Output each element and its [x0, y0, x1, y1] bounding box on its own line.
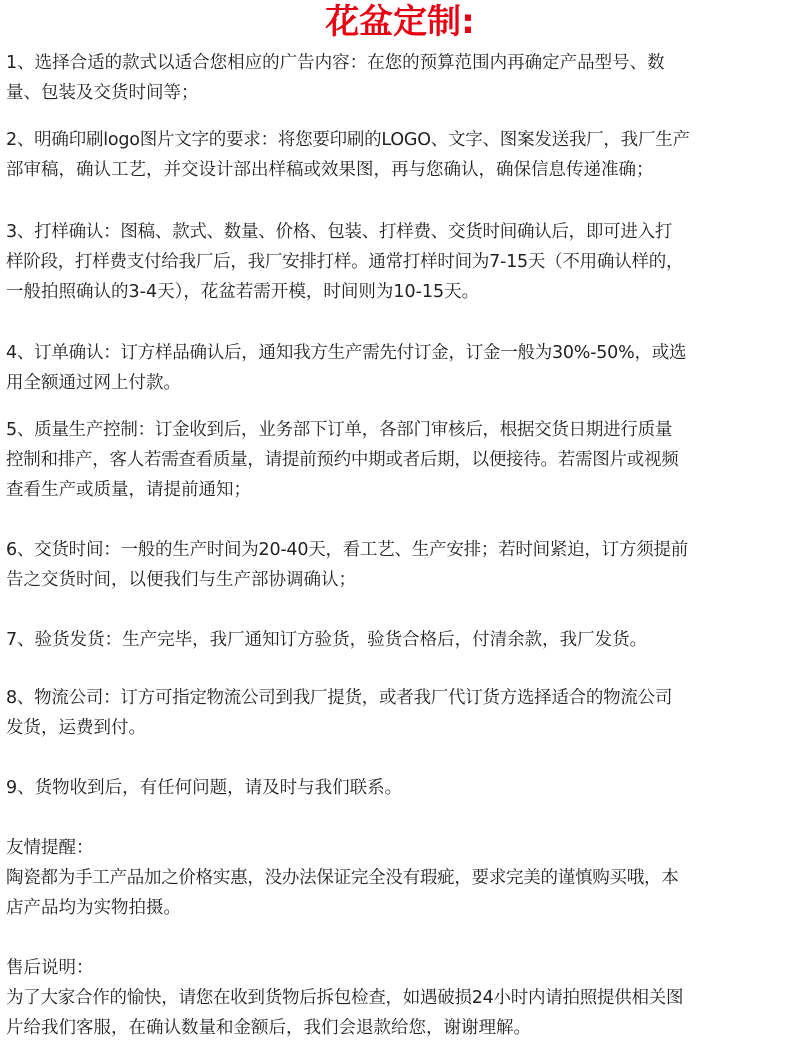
paragraph [6, 773, 796, 803]
paragraph-line: 部审稿，确认工艺，并交设计部出样稿或效果图，再与您确认，确保信息传递准确； [6, 160, 654, 180]
paragraph [6, 683, 796, 743]
paragraph [6, 833, 796, 923]
paragraph-line: 9、货物收到后，有任何问题，请及时与我们联系。 [6, 778, 403, 798]
paragraph-line: 为了大家合作的愉快，请您在收到货物后拆包检查，如遇破损24小时内请拍照提供相关图 [6, 988, 684, 1008]
paragraph-line: 2、明确印刷logo图片文字的要求：将您要印刷的LOGO、文字、图案发送我厂，我厂生产 [6, 130, 690, 150]
paragraph-line: 控制和排产，客人若需查看质量，请提前预约中期或者后期，以便接待。若需图片或视频 [6, 450, 679, 470]
paragraph-line: 售后说明： [6, 958, 94, 978]
paragraph-line: 查看生产或质量，请提前通知； [6, 480, 251, 500]
paragraph-line: 5、质量生产控制：订金收到后，业务部下订单，各部门审核后，根据交货日期进行质量 [6, 420, 673, 440]
paragraph-line: 用全额通过网上付款。 [6, 373, 181, 393]
paragraph-line: 店产品均为实物拍摄。 [6, 898, 181, 918]
paragraph-line: 片给我们客服，在确认数量和金额后，我们会退款给您，谢谢理解。 [6, 1018, 531, 1038]
paragraph-line: 6、交货时间：一般的生产时间为20-40天，看工艺、生产安排；若时间紧迫，订方须提前 [6, 540, 688, 560]
paragraph-line: 告之交货时间，以便我们与生产部协调确认； [6, 570, 356, 590]
paragraph-line: 4、订单确认：订方样品确认后，通知我方生产需先付订金，订金一般为30%-50%，或选 [6, 343, 687, 363]
paragraph [6, 125, 796, 185]
paragraph [6, 48, 796, 108]
paragraph-line: 8、物流公司：订方可指定物流公司到我厂提货，或者我厂代订货方选择适合的物流公司 [6, 688, 673, 708]
paragraph [6, 535, 796, 595]
paragraph-line: 样阶段，打样费支付给我厂后，我厂安排打样。通常打样时间为7-15天（不用确认样的， [6, 252, 684, 272]
paragraph-line: 量、包装及交货时间等； [6, 83, 199, 103]
paragraph-line: 1、选择合适的款式以适合您相应的广告内容：在您的预算范围内再确定产品型号、数 [6, 53, 665, 73]
paragraph-line: 一般拍照确认的3-4天），花盆若需开模，时间则为10-15天。 [6, 282, 480, 302]
paragraph-line: 友情提醒： [6, 838, 94, 858]
paragraph [6, 338, 796, 398]
paragraph-line: 3、打样确认：图稿、款式、数量、价格、包装、打样费、交货时间确认后，即可进入打 [6, 222, 673, 242]
paragraph [6, 953, 796, 1043]
paragraph [6, 415, 796, 505]
paragraph-line: 发货，运费到付。 [6, 718, 146, 738]
page-title: 花盆定制: [325, 2, 475, 42]
paragraph [6, 625, 796, 655]
paragraph-line: 7、验货发货：生产完毕，我厂通知订方验货，验货合格后，付清余款，我厂发货。 [6, 630, 648, 650]
paragraph [6, 217, 796, 307]
paragraph-line: 陶瓷都为手工产品加之价格实惠，没办法保证完全没有瑕疵，要求完美的谨慎购买哦，本 [6, 868, 679, 888]
